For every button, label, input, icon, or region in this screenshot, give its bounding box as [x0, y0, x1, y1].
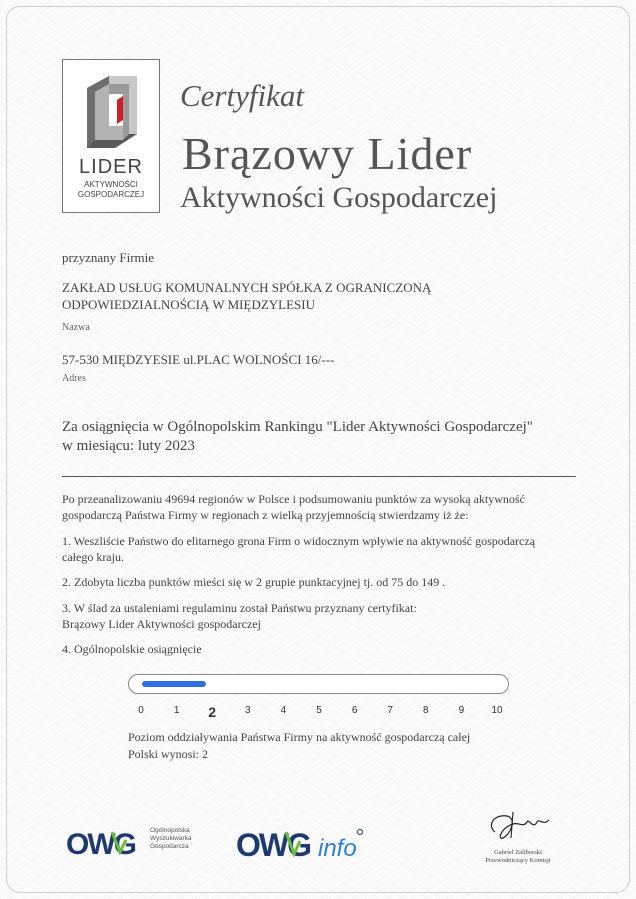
certificate-label: Certyfikat	[180, 78, 304, 113]
awarded-to-label: przyznany Firmie	[62, 250, 155, 265]
logo-subtitle-1: AKTYWNOŚCI	[84, 180, 138, 189]
signature-block	[478, 808, 558, 865]
logo-subtitle-2: GOSPODARCZEJ	[77, 190, 145, 199]
company-name-label: Nazwa	[62, 322, 90, 333]
scale-tick-9: 9	[458, 705, 465, 716]
owg-desc-3: Gospodarcza	[150, 843, 189, 850]
divider	[62, 476, 576, 477]
owg-desc-2: Wyszukiwarka	[150, 835, 192, 842]
intro-line1: Po przeanalizowaniu 49694 regionów w Polsce i podsumowaniu punktów za wysoką aktywność	[62, 492, 525, 506]
owg-logo-text: OWG	[66, 828, 135, 860]
ranking-statement	[62, 418, 533, 456]
level-statement	[128, 729, 470, 763]
activity-level-bar	[128, 674, 509, 694]
level-line1: Poziom oddziaływania Państwa Firmy na aktywność gospodarczą całej	[128, 730, 471, 744]
scale-tick-2: 2	[208, 704, 217, 720]
owg-info-suffix: info	[318, 835, 357, 862]
point-1-line1: 1. Weszliście Państwo do elitarnego grona Firm o widocznym wpływie na aktywność gospodarczą	[62, 534, 536, 548]
point-1-line2: całego kraju.	[62, 550, 124, 564]
logo-title: LIDER	[79, 156, 143, 178]
owg-info-logo	[236, 826, 368, 867]
owg-description	[150, 827, 191, 851]
point-4: 4. Ogólnopolskie osiągnięcie	[62, 642, 202, 656]
ranking-line2: w miesiącu: luty 2023	[62, 438, 195, 454]
signature-name: Gabriel Zaliborski	[494, 849, 542, 856]
scale-tick-4: 4	[280, 705, 287, 716]
signature-icon	[483, 808, 553, 844]
company-name-line2: ODPOWIEDZIALNOŚCIĄ W MIĘDZYLESIU	[62, 297, 315, 312]
point-2: 2. Zdobyta liczba punktów mieści się w 2 grupie punktacyjnej tj. od 75 do 149 .	[62, 575, 446, 589]
company-address-label: Adres	[62, 373, 86, 384]
scale-tick-10: 10	[491, 705, 503, 716]
owg-desc-1: Ogólnopolska	[150, 827, 190, 834]
scale-tick-0: 0	[138, 705, 144, 716]
lider-logo	[62, 59, 160, 213]
signature-role: Przewodniczący Komisji	[485, 857, 551, 864]
scale-tick-3: 3	[245, 705, 251, 716]
scale-tick-5: 5	[316, 705, 322, 716]
certificate-subtitle: Aktywności Gospodarczej	[180, 181, 498, 214]
level-line2: Polski wynosi: 2	[128, 747, 209, 761]
activity-level-fill	[142, 681, 206, 687]
impossible-frame-icon	[79, 72, 143, 152]
point-1	[62, 533, 577, 565]
ranking-line1: Za osiągnięcia w Ogólnopolskim Rankingu "Lider Aktywności Gospodarczej"	[62, 419, 533, 435]
certificate-title: Brązowy Lider	[182, 128, 473, 179]
scale-tick-1: 1	[173, 705, 180, 716]
point-3-line2: Brązowy Lider Aktywności gospodarczej	[62, 617, 261, 631]
scale-tick-8: 8	[423, 705, 429, 716]
scale-tick-7: 7	[387, 705, 393, 716]
activity-scale-ticks	[0, 705, 636, 725]
company-address: 57-530 MIĘDZYESIE ul.PLAC WOLNOŚCI 16/---	[62, 352, 335, 367]
owg-info-logo-text: OWG	[236, 827, 310, 862]
intro-line2: gospodarczą Państwa Firmy w regionach z wielką przyjemnością stwierdzamy iż że:	[62, 508, 469, 522]
scale-tick-6: 6	[351, 705, 358, 716]
point-3-line1: 3. W ślad za ustaleniami regulaminu został Państwu przyznany certyfikat:	[62, 601, 417, 615]
company-name-line1: ZAKŁAD USŁUG KOMUNALNYCH SPÓŁKA Z OGRANICZONĄ	[62, 280, 432, 295]
intro-paragraph	[62, 491, 577, 523]
owg-logo	[66, 826, 148, 865]
point-3	[62, 600, 577, 632]
